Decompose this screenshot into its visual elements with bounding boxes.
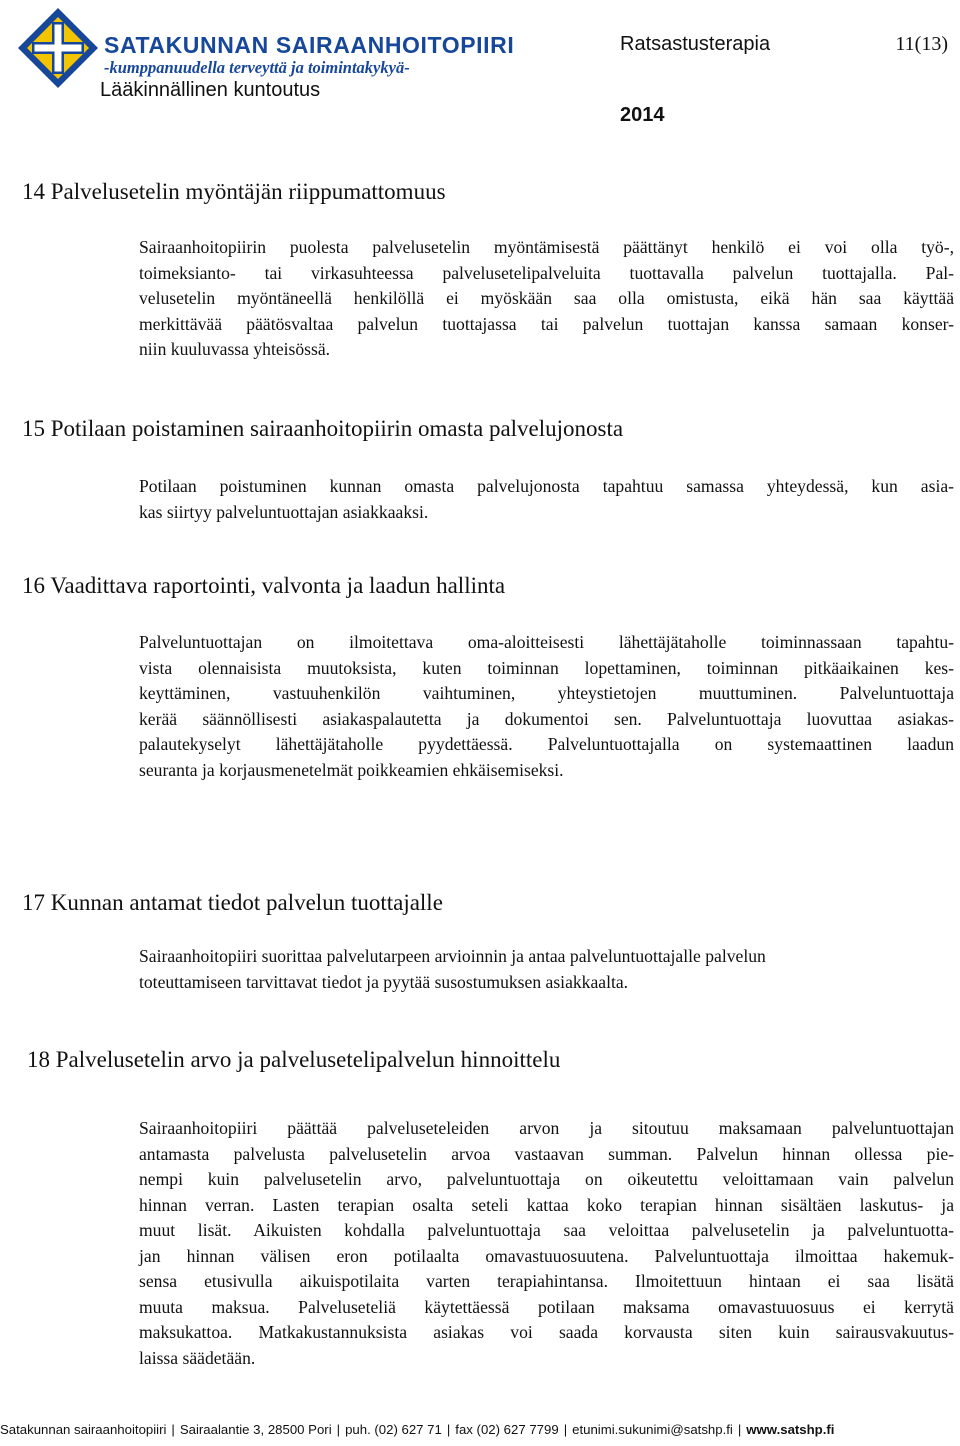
text-line: muut lisät. Aikuisten kohdalla palveluntuottaja saa veloittaa palvelusetelin ja palveluntuotta-	[139, 1220, 954, 1240]
footer-separator: |	[737, 1422, 742, 1437]
text-line: kerää säännöllisesti asiakaspalautetta ja dokumentoi sen. Palveluntuottaja luovuttaa asiakas-	[139, 708, 954, 729]
text-line: muuta maksua. Palveluseteliä käytettäessä potilaan maksama omavastuuosuus ei kerrytä	[139, 1296, 954, 1317]
footer-separator: |	[171, 1422, 175, 1437]
section-body	[139, 630, 954, 783]
footer-separator: |	[446, 1422, 451, 1437]
document-year: 2014	[620, 104, 665, 126]
text-line: Sairaanhoitopiirin puolesta palvelusetelin myöntämisestä päättänyt henkilö ei voi olla työ-,	[139, 237, 954, 257]
footer-email: etunimi.sukunimi@satshp.fi	[572, 1422, 733, 1437]
text-line: toimeksianto- tai virkasuhteessa palvelusetelipalveluita tuottavalla palvelun tuottajalla. Pal-	[139, 262, 954, 283]
text-line: palautekyselyt lähettäjätaholle pyydettäessä. Palveluntuottajalla on systemaattinen laadun	[139, 734, 954, 754]
section-body	[139, 1116, 954, 1371]
text-line: toteuttamiseen tarvittavat tiedot ja pyytää susostumuksen asiakkaalta.	[139, 971, 629, 992]
text-line: keyttäminen, vastuuhenkilön vaihtuminen, yhteystietojen muuttuminen. Palveluntuottaja	[139, 683, 954, 703]
text-line: vista olennaisista muutoksista, kuten toiminnan lopettaminen, toiminnan pitkäaikainen kes-	[139, 657, 954, 678]
text-line: nempi kuin palvelusetelin arvo, palveluntuottaja on oikeutettu veloittamaan vain palvelun	[139, 1169, 954, 1189]
organization-slogan: -kumppanuudella terveyttä ja toimintakykyä-	[104, 58, 410, 77]
page-footer	[0, 1422, 960, 1437]
section-body	[139, 944, 954, 995]
text-line: velusetelin myöntäneellä henkilöllä ei myöskään saa olla omistusta, eikä hän saa käyttää	[139, 288, 954, 308]
text-line: hinnan verran. Lasten terapian osalta seteli kattaa koko terapian hinnan sisältäen laskutus- ja	[139, 1194, 954, 1215]
text-line: Sairaanhoitopiiri suorittaa palvelutarpeen arvioinnin ja antaa palveluntuottajalle palvelun	[139, 946, 766, 966]
section-heading: 16 Vaadittava raportointi, valvonta ja laadun hallinta	[22, 573, 506, 598]
text-line: Sairaanhoitopiiri päättää palveluseteleiden arvon ja sitoutuu maksamaan palveluntuottajan	[139, 1118, 954, 1138]
section-heading: 18 Palvelusetelin arvo ja palvelusetelipalvelun hinnoittelu	[27, 1047, 561, 1072]
footer-address: Sairaalantie 3, 28500 Pori	[179, 1422, 332, 1437]
text-line: Palveluntuottajan on ilmoitettava oma-aloitteisesti lähettäjätaholle toiminnassaan tapahtu-	[139, 632, 954, 652]
text-line: kas siirtyy palveluntuottajan asiakkaaksi.	[139, 501, 429, 522]
footer-organization: Satakunnan sairaanhoitopiiri	[0, 1422, 167, 1437]
unit-name: Lääkinnällinen kuntoutus	[100, 79, 321, 101]
footer-website: www.satshp.fi	[746, 1422, 835, 1437]
text-line: sensa etusivulla aikuispotilaita varten terapiahintansa. Ilmoitettuun hintaan ei saa lisätä	[139, 1271, 954, 1291]
text-line: laissa säädetään.	[139, 1347, 256, 1368]
section-body	[139, 235, 954, 363]
section-heading: 15 Potilaan poistaminen sairaanhoitopiirin omasta palvelujonosta	[22, 416, 624, 441]
footer-fax: fax (02) 627 7799	[455, 1422, 559, 1437]
section-heading: 17 Kunnan antamat tiedot palvelun tuottajalle	[22, 890, 443, 915]
footer-separator: |	[563, 1422, 568, 1437]
text-line: seuranta ja korjausmenetelmät poikkeamien ehkäisemiseksi.	[139, 759, 564, 780]
text-line: jan hinnan välisen eron potilaalta omavastuuosuutena. Palveluntuottaja ilmoittaa hakemuk-	[139, 1245, 954, 1266]
text-line: maksukattoa. Matkakustannuksista asiakas voi saada korvausta siten kuin sairausvakuutus-	[139, 1322, 954, 1342]
organization-name: SATAKUNNAN SAIRAANHOITOPIIRI	[104, 32, 515, 58]
text-line: niin kuuluvassa yhteisössä.	[139, 339, 331, 359]
hospital-district-logo-icon	[16, 6, 100, 90]
section-body	[139, 474, 954, 525]
footer-separator: |	[336, 1422, 341, 1437]
text-line: merkittävää päätösvaltaa palvelun tuottajassa tai palvelun tuottajan kanssa samaan konser-	[139, 313, 954, 334]
text-line: Potilaan poistuminen kunnan omasta palvelujonosta tapahtuu samassa yhteydessä, kun asia-	[139, 476, 954, 496]
page-number: 11(13)	[895, 33, 948, 55]
footer-phone: puh. (02) 627 71	[345, 1422, 442, 1437]
text-line: antamasta palvelusta palvelusetelin arvoa vastaavan summan. Palvelun hinnan ollessa pie-	[139, 1143, 954, 1164]
section-heading: 14 Palvelusetelin myöntäjän riippumattomuus	[22, 179, 446, 204]
document-title: Ratsastusterapia	[620, 33, 771, 55]
